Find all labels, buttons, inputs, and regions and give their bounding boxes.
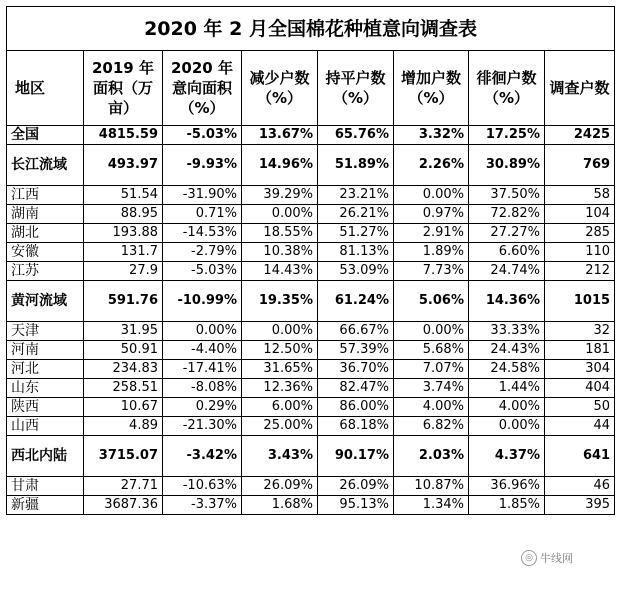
cell-flat: 81.13% [318,243,394,262]
cell-decrease: 3.43% [242,436,318,477]
cell-area-2019: 193.88 [84,224,163,243]
cell-area-2019: 4.89 [84,417,163,436]
watermark-logo-icon: ◎ [521,550,537,566]
cell-flat: 26.21% [318,205,394,224]
cell-intent-2020: -31.90% [163,186,242,205]
cell-hesitate: 14.36% [469,281,545,322]
cell-increase: 1.34% [394,496,469,515]
cell-flat: 86.00% [318,398,394,417]
cell-increase: 4.00% [394,398,469,417]
cell-decrease: 26.09% [242,477,318,496]
cell-intent-2020: -2.79% [163,243,242,262]
cell-flat: 61.24% [318,281,394,322]
cell-area-2019: 234.83 [84,360,163,379]
table-row [7,281,615,322]
table-title: 2020 年 2 月全国棉花种植意向调查表 [7,7,615,51]
cell-flat: 23.21% [318,186,394,205]
cell-area-2019: 591.76 [84,281,163,322]
header-increase: 增加户数（%） [394,51,469,126]
cell-decrease: 12.50% [242,341,318,360]
cell-region: 长江流域 [7,145,84,186]
cell-area-2019: 3687.36 [84,496,163,515]
cell-intent-2020: -8.08% [163,379,242,398]
watermark-text: 牛线网 [540,552,573,565]
cell-increase: 7.07% [394,360,469,379]
cell-increase: 3.32% [394,126,469,145]
header-intent-2020: 2020 年意向面积（%） [163,51,242,126]
cell-area-2019: 493.97 [84,145,163,186]
cell-hesitate: 1.85% [469,496,545,515]
cell-increase: 5.68% [394,341,469,360]
cell-flat: 51.89% [318,145,394,186]
cell-region: 西北内陆 [7,436,84,477]
cell-decrease: 12.36% [242,379,318,398]
cell-increase: 0.00% [394,186,469,205]
cell-increase: 2.26% [394,145,469,186]
cell-decrease: 39.29% [242,186,318,205]
cell-hesitate: 24.58% [469,360,545,379]
cell-increase: 2.03% [394,436,469,477]
cell-hesitate: 24.74% [469,262,545,281]
table-row [7,126,615,145]
cell-surveyed: 104 [545,205,615,224]
cell-surveyed: 44 [545,417,615,436]
cell-region: 黄河流域 [7,281,84,322]
cell-region: 河南 [7,341,84,360]
table-row [7,398,615,417]
cell-hesitate: 0.00% [469,417,545,436]
table-row [7,477,615,496]
table-row [7,379,615,398]
cell-region: 江西 [7,186,84,205]
cell-flat: 57.39% [318,341,394,360]
cell-hesitate: 72.82% [469,205,545,224]
cell-surveyed: 404 [545,379,615,398]
cell-intent-2020: 0.00% [163,322,242,341]
table-row [7,436,615,477]
cell-hesitate: 17.25% [469,126,545,145]
cell-region: 山西 [7,417,84,436]
cell-surveyed: 212 [545,262,615,281]
cell-decrease: 10.38% [242,243,318,262]
cell-region: 河北 [7,360,84,379]
cell-increase: 0.00% [394,322,469,341]
cell-surveyed: 181 [545,341,615,360]
header-area-2019: 2019 年面积（万亩） [84,51,163,126]
cell-region: 全国 [7,126,84,145]
cell-area-2019: 4815.59 [84,126,163,145]
cell-area-2019: 10.67 [84,398,163,417]
cell-intent-2020: -3.42% [163,436,242,477]
cell-intent-2020: -4.40% [163,341,242,360]
cell-intent-2020: -5.03% [163,262,242,281]
cell-hesitate: 4.00% [469,398,545,417]
cell-flat: 95.13% [318,496,394,515]
cell-region: 湖北 [7,224,84,243]
cell-surveyed: 1015 [545,281,615,322]
cell-surveyed: 769 [545,145,615,186]
table-row [7,186,615,205]
cell-intent-2020: 0.29% [163,398,242,417]
cell-hesitate: 30.89% [469,145,545,186]
cell-area-2019: 88.95 [84,205,163,224]
cell-increase: 10.87% [394,477,469,496]
cell-increase: 0.97% [394,205,469,224]
cell-area-2019: 258.51 [84,379,163,398]
table-row [7,224,615,243]
cell-region: 陕西 [7,398,84,417]
cell-intent-2020: -5.03% [163,126,242,145]
table-row [7,360,615,379]
cell-region: 甘肃 [7,477,84,496]
cell-surveyed: 2425 [545,126,615,145]
header-hesitate: 徘徊户数（%） [469,51,545,126]
cell-intent-2020: -10.99% [163,281,242,322]
cell-area-2019: 50.91 [84,341,163,360]
cell-surveyed: 304 [545,360,615,379]
cell-decrease: 14.96% [242,145,318,186]
cell-increase: 2.91% [394,224,469,243]
cell-hesitate: 27.27% [469,224,545,243]
cell-hesitate: 36.96% [469,477,545,496]
cell-flat: 68.18% [318,417,394,436]
cell-region: 湖南 [7,205,84,224]
cell-increase: 3.74% [394,379,469,398]
cell-flat: 66.67% [318,322,394,341]
cell-surveyed: 641 [545,436,615,477]
cell-intent-2020: -10.63% [163,477,242,496]
cell-region: 山东 [7,379,84,398]
cell-decrease: 19.35% [242,281,318,322]
cell-area-2019: 51.54 [84,186,163,205]
cell-flat: 90.17% [318,436,394,477]
cell-hesitate: 4.37% [469,436,545,477]
header-surveyed: 调查户数 [545,51,615,126]
table-row [7,243,615,262]
cell-surveyed: 395 [545,496,615,515]
cell-area-2019: 27.9 [84,262,163,281]
cell-increase: 5.06% [394,281,469,322]
cell-intent-2020: 0.71% [163,205,242,224]
cell-intent-2020: -9.93% [163,145,242,186]
cell-region: 江苏 [7,262,84,281]
cell-flat: 36.70% [318,360,394,379]
table-row [7,322,615,341]
cell-increase: 7.73% [394,262,469,281]
cell-flat: 51.27% [318,224,394,243]
cell-hesitate: 33.33% [469,322,545,341]
cell-hesitate: 6.60% [469,243,545,262]
cell-flat: 65.76% [318,126,394,145]
cell-decrease: 1.68% [242,496,318,515]
table-row [7,205,615,224]
survey-table-container [6,6,614,515]
cell-area-2019: 131.7 [84,243,163,262]
cell-area-2019: 27.71 [84,477,163,496]
cell-surveyed: 50 [545,398,615,417]
header-decrease: 减少户数（%） [242,51,318,126]
cell-hesitate: 1.44% [469,379,545,398]
cell-intent-2020: -21.30% [163,417,242,436]
cell-area-2019: 3715.07 [84,436,163,477]
cell-intent-2020: -14.53% [163,224,242,243]
cell-decrease: 6.00% [242,398,318,417]
cell-increase: 1.89% [394,243,469,262]
cell-decrease: 31.65% [242,360,318,379]
cell-surveyed: 32 [545,322,615,341]
cell-hesitate: 24.43% [469,341,545,360]
cell-flat: 53.09% [318,262,394,281]
cell-hesitate: 37.50% [469,186,545,205]
header-region: 地区 [7,51,84,126]
cell-surveyed: 285 [545,224,615,243]
table-row [7,262,615,281]
cell-intent-2020: -3.37% [163,496,242,515]
cell-area-2019: 31.95 [84,322,163,341]
cell-decrease: 14.43% [242,262,318,281]
cell-increase: 6.82% [394,417,469,436]
cell-region: 天津 [7,322,84,341]
cell-surveyed: 58 [545,186,615,205]
cell-decrease: 13.67% [242,126,318,145]
table-row [7,341,615,360]
cell-surveyed: 110 [545,243,615,262]
cell-decrease: 0.00% [242,205,318,224]
table-row [7,145,615,186]
table-row [7,417,615,436]
cell-decrease: 25.00% [242,417,318,436]
cell-decrease: 18.55% [242,224,318,243]
header-flat: 持平户数（%） [318,51,394,126]
cotton-planting-intent-table [6,6,615,515]
cell-intent-2020: -17.41% [163,360,242,379]
table-row [7,496,615,515]
watermark [521,550,573,566]
cell-flat: 26.09% [318,477,394,496]
cell-flat: 82.47% [318,379,394,398]
cell-region: 安徽 [7,243,84,262]
cell-region: 新疆 [7,496,84,515]
cell-surveyed: 46 [545,477,615,496]
cell-decrease: 0.00% [242,322,318,341]
